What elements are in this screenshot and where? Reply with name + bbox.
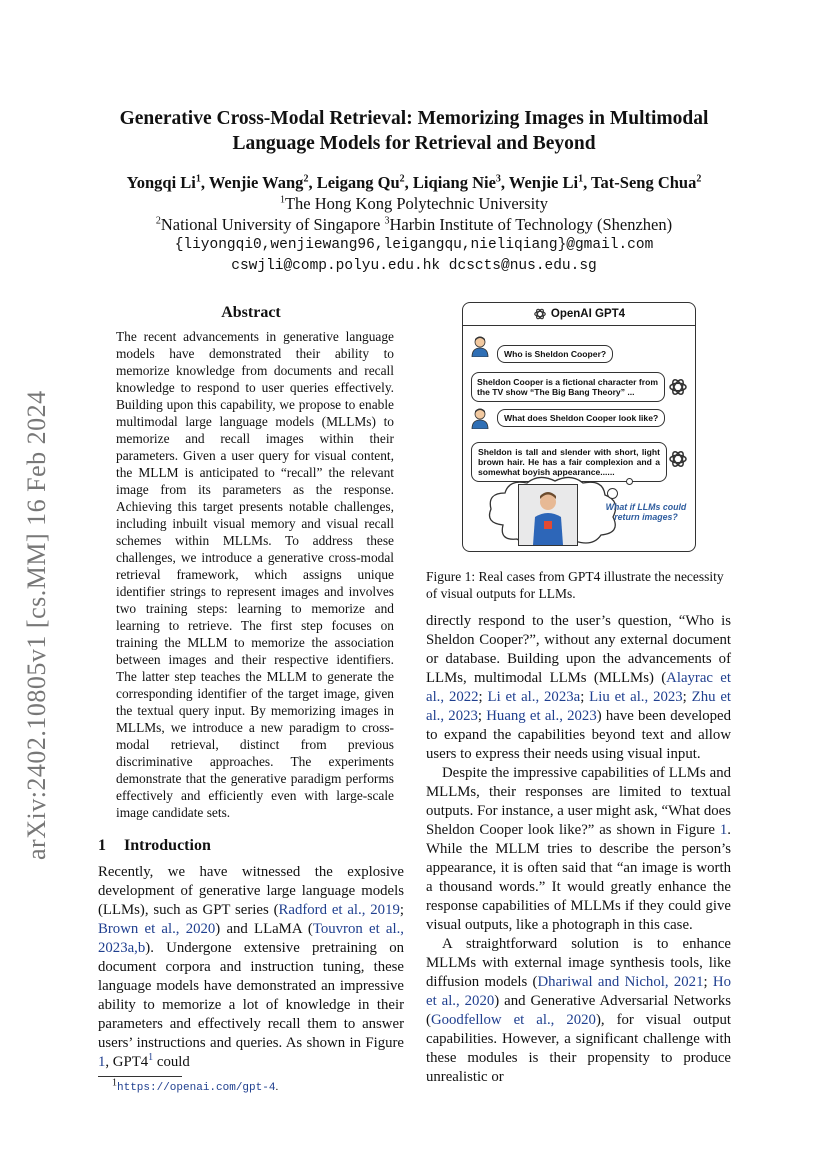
author-block (96, 172, 732, 277)
assistant-answer-bubble-2: Sheldon is tall and slender with short, light brown hair. He has a fair complexion and a somewhat boyish appearance...... (471, 442, 667, 482)
author-affiliation-mark: 2 (696, 173, 702, 185)
figure-1-caption: Figure 1: Real cases from GPT4 illustrate the necessity of visual outputs for LLMs. (426, 569, 724, 601)
thought-text: What if LLMs could return images? (605, 502, 687, 522)
citation-link[interactable]: Goodfellow et al., 2020 (430, 1012, 596, 1028)
author-name: Tat-Seng Chua (591, 173, 697, 192)
intro-paragraph-1: Recently, we have witnessed the explosive development of generative large language models (LLMs), such as GPT series (Radford et al., 2019; Brown et al., 2020) and LLaMA (Touvron et al., 2023a,b). Undergone extensive pretraining on document corpora and instruction tuning, these language models have demonstrated an impressive ability to memorize a lot of knowledge in their parameters and effectively recall them to answer users’ instructions and queries. As shown in Figure 1, $GPT4^1$ could (98, 864, 405, 1070)
email-line-1: {liyongqi0,wenjiewang96,leigangqu,nieliqiang}@gmail.com (174, 237, 654, 253)
title-line-1: Generative Cross-Modal Retrieval: Memorizing Images in Multimodal (119, 108, 709, 129)
footnote-divider (98, 1076, 182, 1077)
abstract-text: The recent advancements in generative language models have demonstrated their ability to memorize knowledge from documents and recall knowledge to respond to user queries effectively. Building upon this capability, we propose to enable multimodal large language models (MLLMs) to memorize and recall images within their parameters. Given a user query for visual content, the MLLM is anticipated to “recall” the relevant image from its parameters as the response. Achieving this target presents notable challenges, including inbuilt visual memory and visual recall schemes within MLLMs. To address these challenges, we introduce a generative cross-modal retrieval framework, which assigns unique identifier strings to represent images and involves two training steps: learning to memorize and learning to retrieve. The first step focuses on training the MLLM to memorize the association between images and their respective identifiers. The latter step teaches the MLLM to generate the corresponding identifier of the target image, given the textual query input. By memorizing images in MLLMs, we introduce a new paradigm to cross-modal retrieval, distinct from previous discriminative approaches. The experiments demonstrate that the generative paradigm performs effectively and efficiently even with large-scale image candidate sets. (116, 329, 394, 820)
figure-1-chat-illustration (462, 302, 696, 552)
figure-ref-link[interactable]: 1 (98, 1054, 106, 1070)
author-list: Yongqi Li$^1$, Wenjie Wang$^2$, Leigang Qu$^2$, Liqiang Nie$^3$, Wenjie Li$^1$, Tat-Seng Chua$^2$ (126, 173, 702, 192)
right-column (426, 302, 731, 1087)
citation-link[interactable]: Zhu et al., 2023 (426, 689, 732, 724)
left-column (98, 304, 404, 1094)
author-name: Leigang Qu (316, 173, 400, 192)
abstract-heading: Abstract (221, 304, 281, 321)
openai-logo-icon (533, 307, 547, 321)
author-name: Yongqi Li (126, 173, 196, 192)
author-name: Liqiang Nie (412, 173, 496, 192)
user-avatar-icon (471, 407, 489, 429)
assistant-answer-bubble-1: Sheldon Cooper is a fictional character from the TV show “The Big Bang Theory” ... (471, 372, 665, 402)
user-question-bubble-2: What does Sheldon Cooper look like? (497, 409, 665, 427)
chatgpt-logo-icon (668, 449, 688, 469)
figure-header (463, 303, 695, 326)
title-line-2: Language Models for Retrieval and Beyond (232, 133, 596, 154)
citation-link[interactable]: Brown et al., 2020 (98, 921, 216, 937)
thought-dot-large (607, 488, 618, 499)
affiliation-line-2: $^2$National University of Singapore $^3$Harbin Institute of Technology (Shenzhen) (155, 215, 673, 234)
affiliation-line-1: $^1$The Hong Kong Polytechnic University (279, 194, 549, 213)
right-paragraph-2: Despite the impressive capabilities of LLMs and MLLMs, their responses are limited to textual outputs. For instance, a user might ask, “What does Sheldon Cooper look like?” as shown in Figure 1. While the MLLM tries to describe the person’s appearance, it is often said that “an image is worth a thousand words.” It would greatly enhance the response capabilities of MLLMs if they could give visual outputs, like a photograph in this case. (426, 765, 731, 933)
thought-dot-small (626, 478, 633, 485)
author-affiliation-mark: 2 (399, 173, 405, 185)
sheldon-photo (518, 484, 578, 546)
author-affiliation-mark: 1 (578, 173, 584, 185)
right-paragraph-1: directly respond to the user’s question, “Who is Sheldon Cooper?”, without any external document or database. Building upon the advancements of LLMs, multimodal LLMs (MLLMs) (Alayrac et al., 2022; Li et al., 2023a; Liu et al., 2023; Zhu et al., 2023; Huang et al., 2023) have been developed to expand the capabilities beyond text and allow users to express their needs using visual input. (426, 613, 732, 762)
citation-link[interactable]: Radford et al., 2019 (278, 902, 400, 918)
figure-header-model: GPT4 (595, 308, 626, 320)
footnote: $^1$https://openai.com/gpt-4. (112, 1077, 279, 1094)
citation-link[interactable]: Huang et al., 2023 (486, 708, 597, 724)
figure-ref-link[interactable]: 1 (719, 822, 728, 838)
section-heading-introduction: 1 Introduction (98, 837, 211, 854)
figure-header-brand: OpenAI (550, 308, 592, 320)
intro-continued (426, 612, 731, 1087)
author-name: Wenjie Wang (208, 173, 304, 192)
citation-link[interactable]: Ho et al., 2020 (426, 974, 732, 1009)
right-paragraph-3: A straightforward solution is to enhance MLLMs with external image synthesis tools, like diffusion models (Dhariwal and Nichol, 2021; Ho et al., 2020) and Generative Adversarial Networks (Goodfellow et al., 2020), for visual output capabilities. However, a significant challenge with these modules is their propensity to produce unrealistic or (426, 936, 732, 1085)
user-avatar-icon (471, 335, 489, 357)
author-affiliation-mark: 1 (195, 173, 201, 185)
user-question-bubble-1: Who is Sheldon Cooper? (497, 345, 613, 363)
author-affiliation-mark: 2 (303, 173, 309, 185)
citation-link[interactable]: Dhariwal and Nichol, 2021 (537, 974, 704, 990)
citation-link[interactable]: Liu et al., 2023 (589, 689, 683, 705)
author-affiliation-mark: 3 (495, 173, 501, 185)
paper-title (96, 106, 732, 156)
author-name: Wenjie Li (508, 173, 579, 192)
citation-link[interactable]: Li et al., 2023a (487, 689, 581, 705)
email-line-2: cswjli@comp.polyu.edu.hk dcscts@nus.edu.sg (231, 258, 597, 274)
chatgpt-logo-icon (668, 377, 688, 397)
citation-link[interactable]: Touvron et al., 2023a,b (98, 921, 404, 956)
footnote-ref-link[interactable]: 1 (148, 1052, 154, 1064)
citation-link[interactable]: Alayrac et al., 2022 (426, 670, 731, 705)
footnote-url-link[interactable]: https://openai.com/gpt-4 (117, 1082, 276, 1094)
arxiv-identifier: arXiv:2402.10805v1 [cs.MM] 16 Feb 2024 (22, 390, 51, 860)
